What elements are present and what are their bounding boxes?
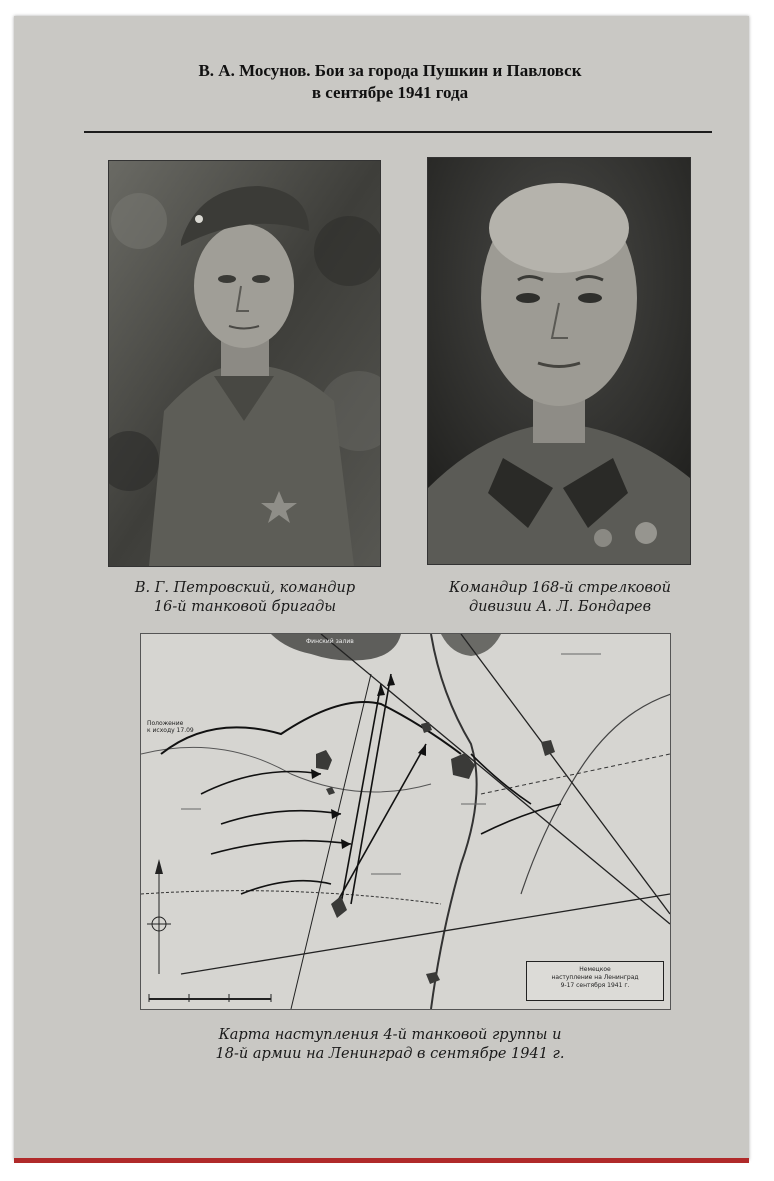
caption-line: В. Г. Петровский, командир: [134, 580, 356, 596]
header-title-line-1: В. А. Мосунов. Бои за города Пушкин и Павловск: [198, 61, 582, 80]
leningrad-offensive-map: [140, 633, 671, 1010]
map-legend-line: 9-17 сентября 1941 г.: [560, 982, 630, 989]
caption-line: 16-й танковой бригады: [153, 599, 337, 615]
map-position-line: Положение: [147, 720, 184, 727]
page-edge: [14, 1158, 749, 1163]
header-title-line-2: в сентябре 1941 года: [311, 83, 469, 102]
map-caption-line: 18-й армии на Ленинград в сентябре 1941 г.: [215, 1046, 565, 1062]
map-caption-line: Карта наступления 4-й танковой группы и: [218, 1027, 562, 1043]
map-gulf-label: Финский залив: [306, 638, 354, 645]
map-position-label: [147, 720, 194, 734]
header-rule: [84, 131, 712, 133]
portrait-petrovsky: [108, 160, 381, 567]
portrait-caption-petrovsky: [100, 579, 390, 617]
map-legend: [526, 961, 664, 1001]
caption-line: Командир 168-й стрелковой: [449, 580, 671, 596]
caption-line: дивизии А. Л. Бондарев: [468, 599, 652, 615]
portrait-bondarev: [427, 157, 691, 565]
map-legend-line: наступление на Ленинград: [551, 974, 639, 981]
map-caption: [150, 1026, 630, 1064]
portrait-caption-bondarev: [410, 579, 710, 617]
map-legend-line: Немецкое: [579, 966, 611, 973]
running-header: [70, 60, 710, 104]
map-position-line: к исходу 17.09: [147, 727, 194, 734]
